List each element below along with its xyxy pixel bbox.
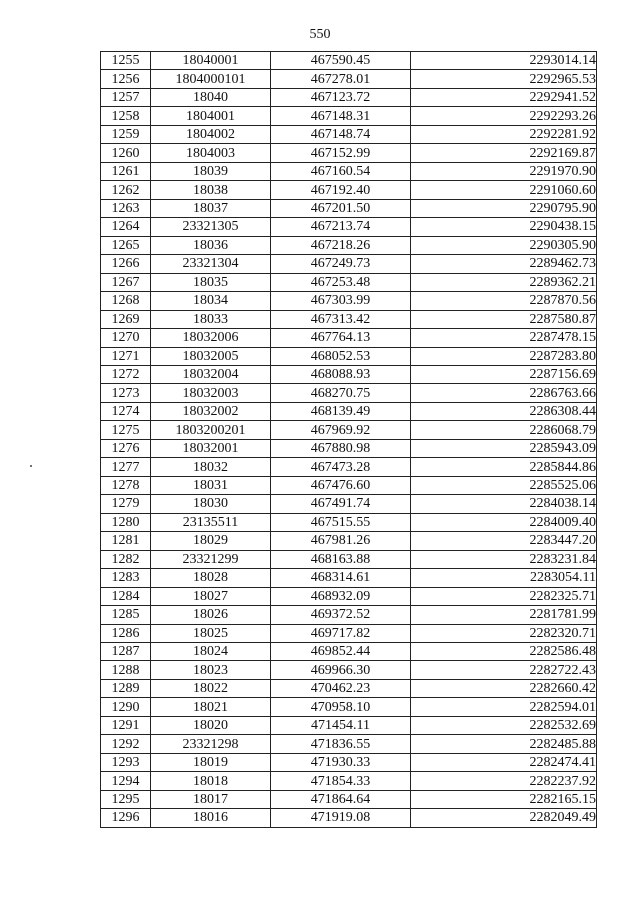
point-id-cell: 18024 <box>151 643 271 661</box>
x-coordinate-cell: 467249.73 <box>271 255 411 273</box>
row-index-cell: 1259 <box>101 125 151 143</box>
table-row <box>101 550 597 568</box>
table-row <box>101 365 597 383</box>
y-coordinate-cell: 2283231.84 <box>411 550 597 568</box>
table-row <box>101 347 597 365</box>
x-coordinate-cell: 471864.64 <box>271 790 411 808</box>
row-index-cell: 1262 <box>101 181 151 199</box>
point-id-cell: 18020 <box>151 716 271 734</box>
scan-speck <box>30 465 32 467</box>
row-index-cell: 1261 <box>101 162 151 180</box>
point-id-cell: 18028 <box>151 569 271 587</box>
point-id-cell: 18032004 <box>151 365 271 383</box>
row-index-cell: 1276 <box>101 439 151 457</box>
point-id-cell: 1804001 <box>151 107 271 125</box>
row-index-cell: 1263 <box>101 199 151 217</box>
row-index-cell: 1272 <box>101 365 151 383</box>
row-index-cell: 1285 <box>101 606 151 624</box>
y-coordinate-cell: 2285943.09 <box>411 439 597 457</box>
x-coordinate-cell: 467473.28 <box>271 458 411 476</box>
y-coordinate-cell: 2286068.79 <box>411 421 597 439</box>
x-coordinate-cell: 467192.40 <box>271 181 411 199</box>
table-row <box>101 255 597 273</box>
y-coordinate-cell: 2284038.14 <box>411 495 597 513</box>
table-row <box>101 458 597 476</box>
table-row <box>101 88 597 106</box>
row-index-cell: 1291 <box>101 716 151 734</box>
y-coordinate-cell: 2285844.86 <box>411 458 597 476</box>
point-id-cell: 1804002 <box>151 125 271 143</box>
x-coordinate-cell: 467148.74 <box>271 125 411 143</box>
table-row <box>101 661 597 679</box>
y-coordinate-cell: 2282532.69 <box>411 716 597 734</box>
y-coordinate-cell: 2282722.43 <box>411 661 597 679</box>
y-coordinate-cell: 2287478.15 <box>411 329 597 347</box>
x-coordinate-cell: 468052.53 <box>271 347 411 365</box>
row-index-cell: 1295 <box>101 790 151 808</box>
row-index-cell: 1275 <box>101 421 151 439</box>
y-coordinate-cell: 2286763.66 <box>411 384 597 402</box>
table-row <box>101 310 597 328</box>
x-coordinate-cell: 468139.49 <box>271 402 411 420</box>
point-id-cell: 18036 <box>151 236 271 254</box>
row-index-cell: 1270 <box>101 329 151 347</box>
y-coordinate-cell: 2290795.90 <box>411 199 597 217</box>
x-coordinate-cell: 467969.92 <box>271 421 411 439</box>
table-row <box>101 218 597 236</box>
x-coordinate-cell: 467213.74 <box>271 218 411 236</box>
point-id-cell: 23321299 <box>151 550 271 568</box>
point-id-cell: 18029 <box>151 532 271 550</box>
point-id-cell: 23135511 <box>151 513 271 531</box>
table-row <box>101 107 597 125</box>
point-id-cell: 18038 <box>151 181 271 199</box>
y-coordinate-cell: 2292941.52 <box>411 88 597 106</box>
row-index-cell: 1281 <box>101 532 151 550</box>
x-coordinate-cell: 467981.26 <box>271 532 411 550</box>
row-index-cell: 1257 <box>101 88 151 106</box>
y-coordinate-cell: 2281781.99 <box>411 606 597 624</box>
x-coordinate-cell: 469966.30 <box>271 661 411 679</box>
table-row <box>101 809 597 827</box>
point-id-cell: 18032002 <box>151 402 271 420</box>
point-id-cell: 1803200201 <box>151 421 271 439</box>
table-row <box>101 199 597 217</box>
y-coordinate-cell: 2282485.88 <box>411 735 597 753</box>
y-coordinate-cell: 2282320.71 <box>411 624 597 642</box>
x-coordinate-cell: 471930.33 <box>271 753 411 771</box>
y-coordinate-cell: 2282474.41 <box>411 753 597 771</box>
row-index-cell: 1264 <box>101 218 151 236</box>
x-coordinate-cell: 470958.10 <box>271 698 411 716</box>
point-id-cell: 18032006 <box>151 329 271 347</box>
x-coordinate-cell: 467515.55 <box>271 513 411 531</box>
point-id-cell: 1804000101 <box>151 70 271 88</box>
point-id-cell: 18016 <box>151 809 271 827</box>
table-row <box>101 70 597 88</box>
table-row <box>101 753 597 771</box>
x-coordinate-cell: 467880.98 <box>271 439 411 457</box>
table-row <box>101 476 597 494</box>
x-coordinate-cell: 467313.42 <box>271 310 411 328</box>
x-coordinate-cell: 469372.52 <box>271 606 411 624</box>
x-coordinate-cell: 468163.88 <box>271 550 411 568</box>
y-coordinate-cell: 2290438.15 <box>411 218 597 236</box>
table-row <box>101 273 597 291</box>
x-coordinate-cell: 471854.33 <box>271 772 411 790</box>
row-index-cell: 1282 <box>101 550 151 568</box>
x-coordinate-cell: 467218.26 <box>271 236 411 254</box>
table-row <box>101 679 597 697</box>
table-row <box>101 421 597 439</box>
point-id-cell: 18037 <box>151 199 271 217</box>
y-coordinate-cell: 2283447.20 <box>411 532 597 550</box>
y-coordinate-cell: 2292293.26 <box>411 107 597 125</box>
x-coordinate-cell: 469852.44 <box>271 643 411 661</box>
x-coordinate-cell: 467764.13 <box>271 329 411 347</box>
row-index-cell: 1269 <box>101 310 151 328</box>
y-coordinate-cell: 2291970.90 <box>411 162 597 180</box>
x-coordinate-cell: 467476.60 <box>271 476 411 494</box>
table-row <box>101 587 597 605</box>
row-index-cell: 1274 <box>101 402 151 420</box>
page-number: 550 <box>309 27 331 42</box>
table-row <box>101 532 597 550</box>
row-index-cell: 1266 <box>101 255 151 273</box>
point-id-cell: 18027 <box>151 587 271 605</box>
y-coordinate-cell: 2292281.92 <box>411 125 597 143</box>
table-row <box>101 772 597 790</box>
table-row <box>101 495 597 513</box>
x-coordinate-cell: 468270.75 <box>271 384 411 402</box>
y-coordinate-cell: 2287580.87 <box>411 310 597 328</box>
row-index-cell: 1286 <box>101 624 151 642</box>
table-row <box>101 513 597 531</box>
y-coordinate-cell: 2283054.11 <box>411 569 597 587</box>
x-coordinate-cell: 467253.48 <box>271 273 411 291</box>
point-id-cell: 18035 <box>151 273 271 291</box>
y-coordinate-cell: 2287156.69 <box>411 365 597 383</box>
y-coordinate-cell: 2282594.01 <box>411 698 597 716</box>
row-index-cell: 1288 <box>101 661 151 679</box>
row-index-cell: 1292 <box>101 735 151 753</box>
table-row <box>101 569 597 587</box>
row-index-cell: 1267 <box>101 273 151 291</box>
point-id-cell: 18032 <box>151 458 271 476</box>
row-index-cell: 1271 <box>101 347 151 365</box>
y-coordinate-cell: 2291060.60 <box>411 181 597 199</box>
row-index-cell: 1255 <box>101 52 151 70</box>
row-index-cell: 1287 <box>101 643 151 661</box>
point-id-cell: 18040001 <box>151 52 271 70</box>
table-row <box>101 144 597 162</box>
y-coordinate-cell: 2282586.48 <box>411 643 597 661</box>
y-coordinate-cell: 2285525.06 <box>411 476 597 494</box>
x-coordinate-cell: 470462.23 <box>271 679 411 697</box>
row-index-cell: 1279 <box>101 495 151 513</box>
row-index-cell: 1277 <box>101 458 151 476</box>
table-row <box>101 384 597 402</box>
point-id-cell: 18019 <box>151 753 271 771</box>
point-id-cell: 18030 <box>151 495 271 513</box>
point-id-cell: 18034 <box>151 292 271 310</box>
y-coordinate-cell: 2289462.73 <box>411 255 597 273</box>
point-id-cell: 23321304 <box>151 255 271 273</box>
y-coordinate-cell: 2282660.42 <box>411 679 597 697</box>
y-coordinate-cell: 2284009.40 <box>411 513 597 531</box>
table-row <box>101 439 597 457</box>
row-index-cell: 1260 <box>101 144 151 162</box>
row-index-cell: 1289 <box>101 679 151 697</box>
table-row <box>101 125 597 143</box>
y-coordinate-cell: 2282325.71 <box>411 587 597 605</box>
row-index-cell: 1258 <box>101 107 151 125</box>
table-row <box>101 329 597 347</box>
row-index-cell: 1256 <box>101 70 151 88</box>
x-coordinate-cell: 467590.45 <box>271 52 411 70</box>
x-coordinate-cell: 467123.72 <box>271 88 411 106</box>
table-row <box>101 181 597 199</box>
table-row <box>101 292 597 310</box>
x-coordinate-cell: 467491.74 <box>271 495 411 513</box>
y-coordinate-cell: 2287283.80 <box>411 347 597 365</box>
x-coordinate-cell: 471454.11 <box>271 716 411 734</box>
point-id-cell: 18031 <box>151 476 271 494</box>
point-id-cell: 18032005 <box>151 347 271 365</box>
row-index-cell: 1265 <box>101 236 151 254</box>
table-row <box>101 643 597 661</box>
y-coordinate-cell: 2287870.56 <box>411 292 597 310</box>
point-id-cell: 1804003 <box>151 144 271 162</box>
row-index-cell: 1290 <box>101 698 151 716</box>
table-row <box>101 790 597 808</box>
y-coordinate-cell: 2290305.90 <box>411 236 597 254</box>
table-row <box>101 624 597 642</box>
x-coordinate-cell: 468932.09 <box>271 587 411 605</box>
table-row <box>101 52 597 70</box>
coordinates-table <box>100 51 597 828</box>
row-index-cell: 1278 <box>101 476 151 494</box>
y-coordinate-cell: 2286308.44 <box>411 402 597 420</box>
x-coordinate-cell: 469717.82 <box>271 624 411 642</box>
table-row <box>101 402 597 420</box>
row-index-cell: 1268 <box>101 292 151 310</box>
x-coordinate-cell: 468088.93 <box>271 365 411 383</box>
point-id-cell: 18018 <box>151 772 271 790</box>
x-coordinate-cell: 467278.01 <box>271 70 411 88</box>
table-row <box>101 606 597 624</box>
table-row <box>101 735 597 753</box>
y-coordinate-cell: 2289362.21 <box>411 273 597 291</box>
point-id-cell: 23321305 <box>151 218 271 236</box>
x-coordinate-cell: 467160.54 <box>271 162 411 180</box>
point-id-cell: 18026 <box>151 606 271 624</box>
point-id-cell: 18025 <box>151 624 271 642</box>
x-coordinate-cell: 471919.08 <box>271 809 411 827</box>
point-id-cell: 23321298 <box>151 735 271 753</box>
y-coordinate-cell: 2292169.87 <box>411 144 597 162</box>
y-coordinate-cell: 2282237.92 <box>411 772 597 790</box>
x-coordinate-cell: 467201.50 <box>271 199 411 217</box>
row-index-cell: 1273 <box>101 384 151 402</box>
table-row <box>101 236 597 254</box>
row-index-cell: 1280 <box>101 513 151 531</box>
y-coordinate-cell: 2282049.49 <box>411 809 597 827</box>
row-index-cell: 1284 <box>101 587 151 605</box>
point-id-cell: 18021 <box>151 698 271 716</box>
point-id-cell: 18040 <box>151 88 271 106</box>
x-coordinate-cell: 468314.61 <box>271 569 411 587</box>
row-index-cell: 1293 <box>101 753 151 771</box>
coordinates-table-body <box>101 52 597 828</box>
x-coordinate-cell: 471836.55 <box>271 735 411 753</box>
y-coordinate-cell: 2292965.53 <box>411 70 597 88</box>
y-coordinate-cell: 2282165.15 <box>411 790 597 808</box>
x-coordinate-cell: 467148.31 <box>271 107 411 125</box>
point-id-cell: 18033 <box>151 310 271 328</box>
point-id-cell: 18032001 <box>151 439 271 457</box>
x-coordinate-cell: 467152.99 <box>271 144 411 162</box>
point-id-cell: 18017 <box>151 790 271 808</box>
point-id-cell: 18022 <box>151 679 271 697</box>
y-coordinate-cell: 2293014.14 <box>411 52 597 70</box>
row-index-cell: 1296 <box>101 809 151 827</box>
table-row <box>101 716 597 734</box>
row-index-cell: 1294 <box>101 772 151 790</box>
table-row <box>101 698 597 716</box>
point-id-cell: 18032003 <box>151 384 271 402</box>
table-row <box>101 162 597 180</box>
point-id-cell: 18023 <box>151 661 271 679</box>
point-id-cell: 18039 <box>151 162 271 180</box>
x-coordinate-cell: 467303.99 <box>271 292 411 310</box>
row-index-cell: 1283 <box>101 569 151 587</box>
